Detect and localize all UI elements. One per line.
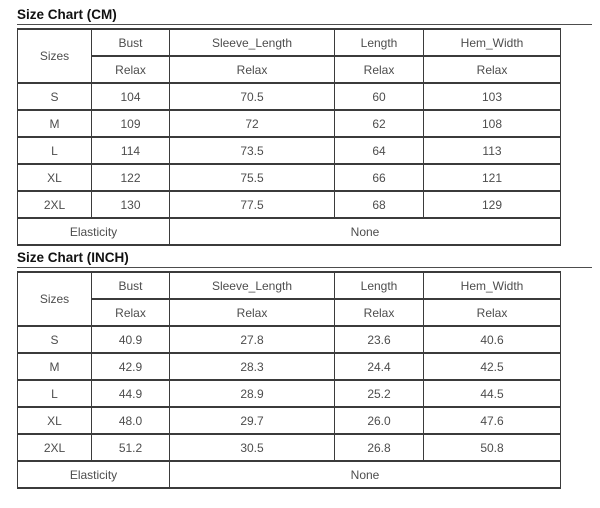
elasticity-label-cell: Elasticity (18, 461, 170, 488)
value-cell: 122 (92, 164, 170, 191)
value-cell: 72 (170, 110, 335, 137)
value-cell: 77.5 (170, 191, 335, 218)
value-cell: 29.7 (170, 407, 335, 434)
fit-header-cell: Relax (335, 56, 424, 83)
column-header-cell: Length (335, 272, 424, 299)
size-label-cell: M (18, 110, 92, 137)
size-label-cell: XL (18, 164, 92, 191)
value-cell: 130 (92, 191, 170, 218)
size-label-cell: 2XL (18, 434, 92, 461)
value-cell: 40.6 (424, 326, 561, 353)
column-header-cell: Bust (92, 29, 170, 56)
column-header-cell: Sleeve_Length (170, 272, 335, 299)
fit-header-cell: Relax (92, 299, 170, 326)
value-cell: 68 (335, 191, 424, 218)
value-cell: 121 (424, 164, 561, 191)
value-cell: 60 (335, 83, 424, 110)
size-chart-inch-table (17, 271, 561, 489)
value-cell: 73.5 (170, 137, 335, 164)
value-cell: 104 (92, 83, 170, 110)
value-cell: 62 (335, 110, 424, 137)
size-label-cell: XL (18, 407, 92, 434)
fit-header-cell: Relax (335, 299, 424, 326)
column-header-cell: Hem_Width (424, 272, 561, 299)
value-cell: 44.5 (424, 380, 561, 407)
elasticity-row (18, 461, 561, 488)
value-cell: 28.3 (170, 353, 335, 380)
size-row (18, 164, 561, 191)
elasticity-value-cell: None (170, 461, 561, 488)
column-header-cell: Sleeve_Length (170, 29, 335, 56)
size-row (18, 83, 561, 110)
size-label-cell: L (18, 137, 92, 164)
value-cell: 44.9 (92, 380, 170, 407)
fit-row (18, 56, 561, 83)
column-header-cell: Length (335, 29, 424, 56)
size-row (18, 353, 561, 380)
size-label-cell: L (18, 380, 92, 407)
value-cell: 50.8 (424, 434, 561, 461)
size-row (18, 380, 561, 407)
value-cell: 48.0 (92, 407, 170, 434)
fit-header-cell: Relax (424, 56, 561, 83)
header-row (18, 272, 561, 299)
value-cell: 24.4 (335, 353, 424, 380)
value-cell: 27.8 (170, 326, 335, 353)
size-label-cell: S (18, 83, 92, 110)
column-header-cell: Hem_Width (424, 29, 561, 56)
value-cell: 28.9 (170, 380, 335, 407)
value-cell: 26.0 (335, 407, 424, 434)
value-cell: 47.6 (424, 407, 561, 434)
value-cell: 26.8 (335, 434, 424, 461)
value-cell: 70.5 (170, 83, 335, 110)
value-cell: 30.5 (170, 434, 335, 461)
size-row (18, 191, 561, 218)
size-row (18, 326, 561, 353)
value-cell: 129 (424, 191, 561, 218)
fit-header-cell: Relax (170, 299, 335, 326)
fit-row (18, 299, 561, 326)
header-row (18, 29, 561, 56)
value-cell: 64 (335, 137, 424, 164)
value-cell: 23.6 (335, 326, 424, 353)
corner-header-cell: Sizes (18, 29, 92, 83)
fit-header-cell: Relax (92, 56, 170, 83)
elasticity-value-cell: None (170, 218, 561, 245)
corner-header-cell: Sizes (18, 272, 92, 326)
size-row (18, 407, 561, 434)
value-cell: 42.5 (424, 353, 561, 380)
size-chart-cm-title: Size Chart (CM) (17, 7, 592, 25)
elasticity-row (18, 218, 561, 245)
value-cell: 114 (92, 137, 170, 164)
fit-header-cell: Relax (170, 56, 335, 83)
value-cell: 113 (424, 137, 561, 164)
size-chart-cm-table (17, 28, 561, 246)
fit-header-cell: Relax (424, 299, 561, 326)
value-cell: 42.9 (92, 353, 170, 380)
size-label-cell: 2XL (18, 191, 92, 218)
size-row (18, 137, 561, 164)
size-label-cell: S (18, 326, 92, 353)
size-label-cell: M (18, 353, 92, 380)
column-header-cell: Bust (92, 272, 170, 299)
value-cell: 40.9 (92, 326, 170, 353)
value-cell: 75.5 (170, 164, 335, 191)
value-cell: 25.2 (335, 380, 424, 407)
size-chart-inch-title: Size Chart (INCH) (17, 250, 592, 268)
size-row (18, 110, 561, 137)
value-cell: 51.2 (92, 434, 170, 461)
size-row (18, 434, 561, 461)
value-cell: 108 (424, 110, 561, 137)
value-cell: 66 (335, 164, 424, 191)
value-cell: 109 (92, 110, 170, 137)
value-cell: 103 (424, 83, 561, 110)
elasticity-label-cell: Elasticity (18, 218, 170, 245)
